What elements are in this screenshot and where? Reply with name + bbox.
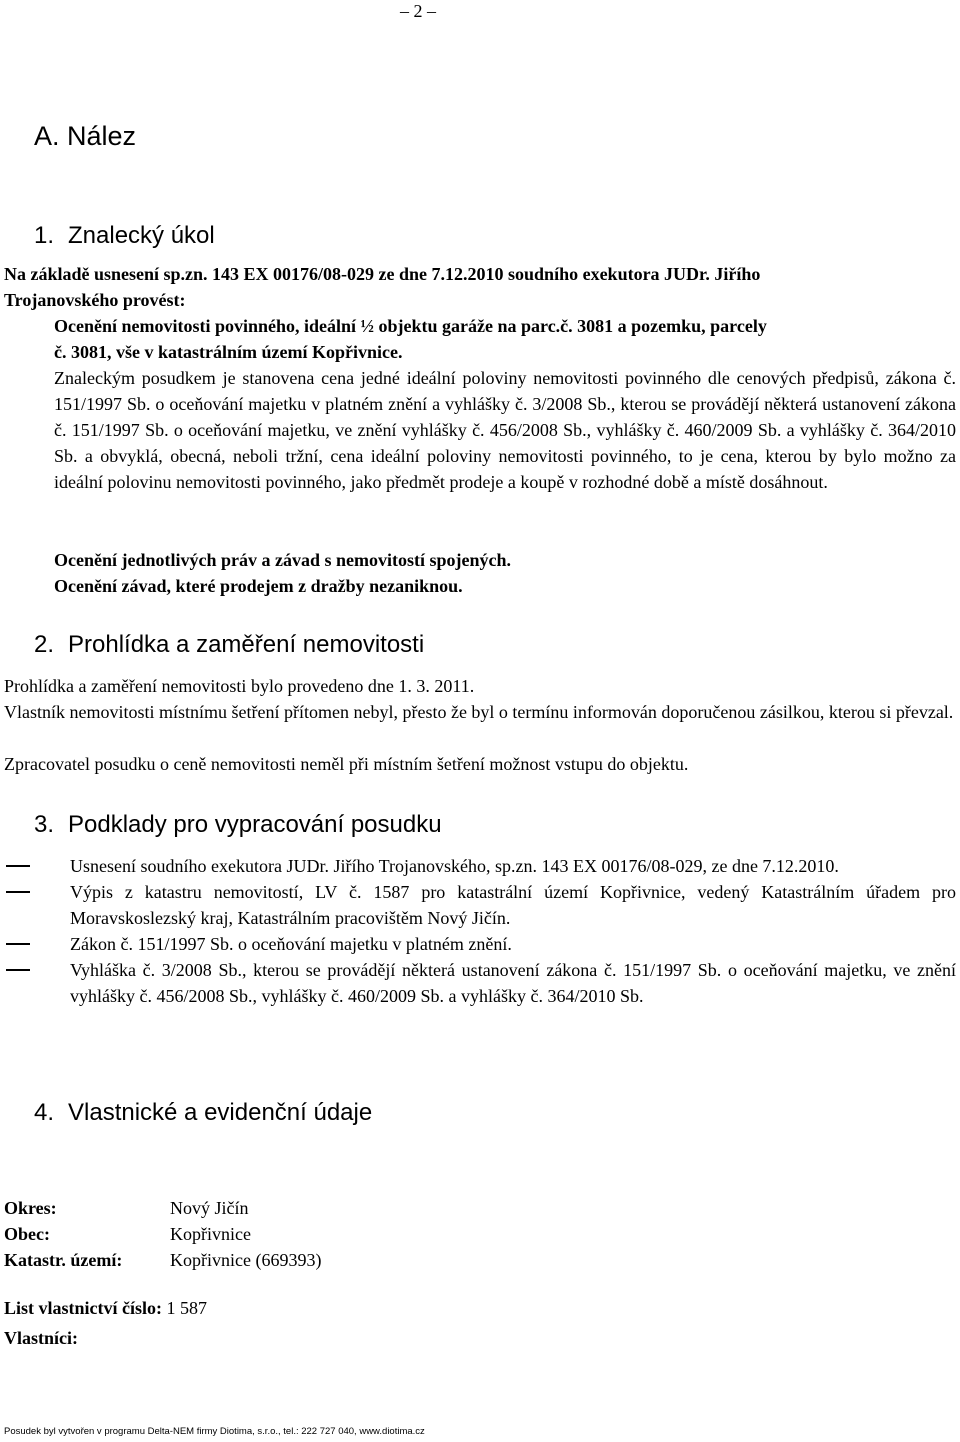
section-a-title: A. Nález: [34, 121, 137, 151]
s1-intro-line2: Trojanovského provést:: [4, 290, 186, 310]
s1-task-line2: č. 3081, vše v katastrálním území Kopřivnice.: [54, 342, 403, 362]
dash-bullet-icon: [6, 943, 30, 945]
sources-list: [6, 853, 956, 1009]
okres-label: Okres:: [4, 1198, 57, 1218]
section-1-heading: [34, 221, 215, 251]
source-item-2: Výpis z katastru nemovitostí, LV č. 1587 pro katastrální území Kopřivnice, vedený Katastrálním úřadem pro Moravskoslezský kraj, Katastrálním pracovištěm Nový Jičín.: [6, 879, 956, 931]
okres-row: [4, 1195, 249, 1221]
s1-bold-line2: Ocenění závad, které prodejem z dražby nezaniknou.: [54, 576, 463, 596]
obec-row: [4, 1221, 251, 1247]
s1-task-line1: Ocenění nemovitosti povinného, ideální ½ objektu garáže na parc.č. 3081 a pozemku, parcely: [54, 316, 767, 336]
page-footer: Posudek byl vytvořen v programu Delta-NEM firmy Diotima, s.r.o., tel.: 222 727 040, www.diotima.cz: [4, 1426, 425, 1437]
section-1-number: 1.: [34, 222, 55, 249]
section-4-title: Vlastnické a evidenční údaje: [68, 1099, 373, 1126]
section-2-number: 2.: [34, 631, 55, 658]
obec-value: Kopřivnice: [170, 1224, 251, 1244]
source-item-3: Zákon č. 151/1997 Sb. o oceňování majetku v platném znění.: [6, 931, 956, 957]
katastr-value: Kopřivnice (669393): [170, 1250, 322, 1270]
lv-label: List vlastnictví číslo:: [4, 1298, 162, 1318]
source-item-1: Usnesení soudního exekutora JUDr. Jiřího Trojanovského, sp.zn. 143 EX 00176/08-029, ze dne 7.12.2010.: [6, 853, 956, 879]
vlastnici-label: Vlastníci:: [4, 1328, 78, 1348]
section-3-title: Podklady pro vypracování posudku: [68, 811, 442, 838]
s2-paragraph-3: Zpracovatel posudku o ceně nemovitosti neměl při místním šetření možnost vstupu do objektu.: [4, 754, 689, 774]
section-2-heading: [34, 630, 424, 660]
s1-bold-line1: Ocenění jednotlivých práv a závad s nemovitostí spojených.: [54, 550, 511, 570]
s1-body-paragraph: Znaleckým posudkem je stanovena cena jedné ideální poloviny nemovitosti povinného dle cenových předpisů, zákona č. 151/1997 Sb. o oceňování majetku v platném znění a vyhlášky č. 3/2008 Sb., kterou se provádějí některá ustanovení zákona č. 151/1997 Sb. o oceňování majetku, ve znění vyhlášky č. 456/2008 Sb., vyhlášky č. 460/2009 Sb. a vyhlášky č. 364/2010 Sb. a obvyklá, obecná, neboli tržní, cena ideální poloviny nemovitosti povinného, to je cena, kterou by bylo možno za ideální polovinu nemovitosti povinného, jako předmět prodeje a koupě v rozhodné době a místě dosáhnout.: [54, 368, 956, 492]
section-4-heading: [34, 1098, 372, 1128]
katastr-row: [4, 1247, 321, 1273]
obec-label: Obec:: [4, 1224, 50, 1244]
dash-bullet-icon: [6, 865, 30, 867]
okres-value: Nový Jičín: [170, 1198, 249, 1218]
dash-bullet-icon: [6, 891, 30, 893]
section-3-heading: [34, 810, 442, 840]
s2-paragraph-2: Vlastník nemovitosti místnímu šetření přítomen nebyl, přesto že byl o termínu informován doporučenou zásilkou, kterou si převzal.: [4, 702, 954, 722]
source-item-4: Vyhláška č. 3/2008 Sb., kterou se provádějí některá ustanovení zákona č. 151/1997 Sb. o oceňování majetku, ve znění vyhlášky č. 456/2008 Sb., vyhlášky č. 460/2009 Sb. a vyhlášky č. 364/2010 Sb.: [6, 957, 956, 1009]
page-number: – 2 –: [400, 1, 436, 21]
section-2-title: Prohlídka a zaměření nemovitosti: [68, 631, 425, 658]
lv-row: [4, 1295, 207, 1321]
section-3-number: 3.: [34, 811, 55, 838]
katastr-label: Katastr. území:: [4, 1250, 123, 1270]
dash-bullet-icon: [6, 969, 30, 971]
lv-value: 1 587: [166, 1298, 207, 1318]
s2-paragraph-1: Prohlídka a zaměření nemovitosti bylo provedeno dne 1. 3. 2011.: [4, 676, 475, 696]
section-1-title: Znalecký úkol: [68, 222, 215, 249]
s1-intro-line1: Na základě usnesení sp.zn. 143 EX 00176/08-029 ze dne 7.12.2010 soudního exekutora JUDr. Jiřího: [4, 264, 761, 284]
section-4-number: 4.: [34, 1099, 55, 1126]
